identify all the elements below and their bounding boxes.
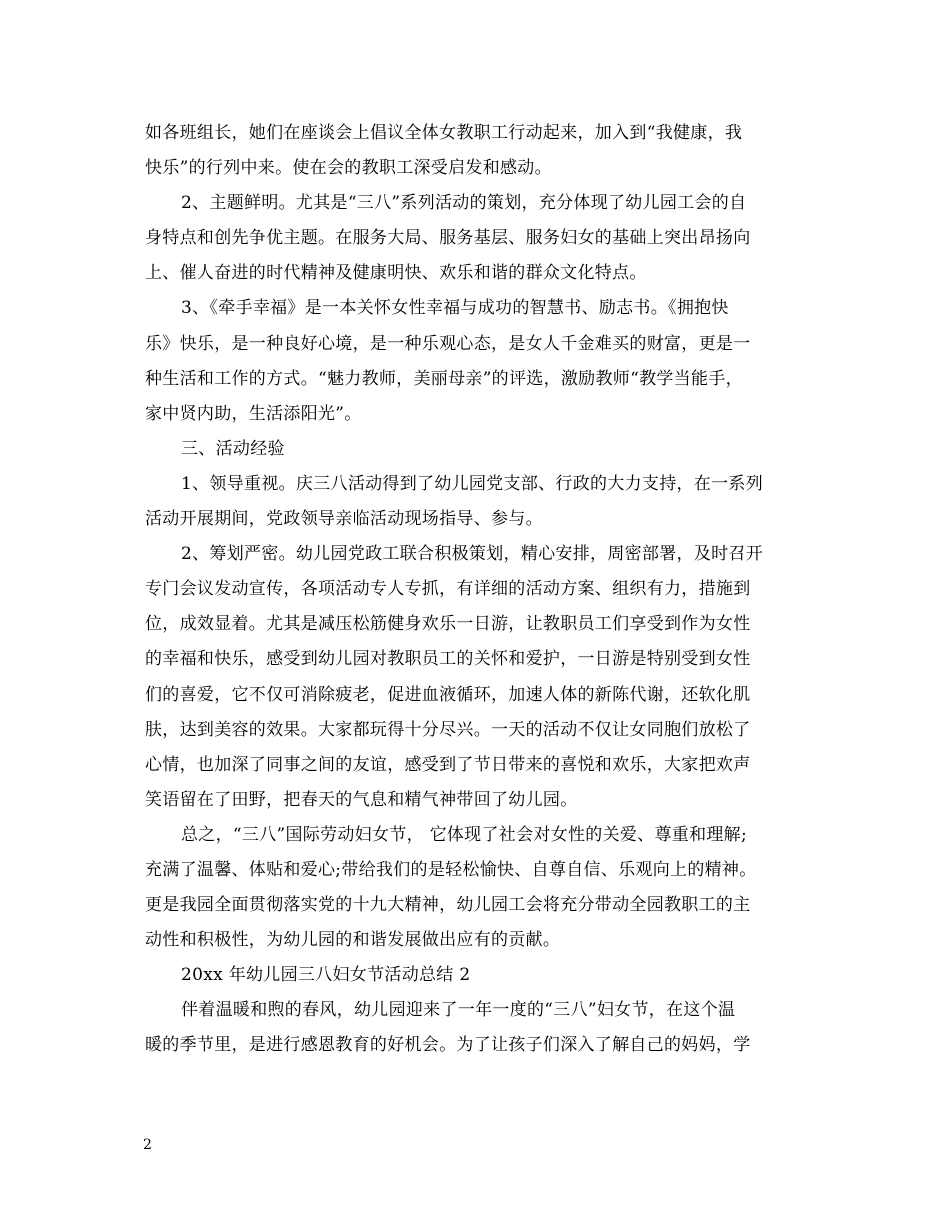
text-line: 身特点和创先争优主题。在服务大局、服务基层、服务妇女的基础上突出昂扬向 <box>145 228 751 249</box>
paragraph-start-line: 3、《牵手幸福》是一本关怀女性幸福与成功的智慧书、励志书。《拥抱快 <box>181 298 729 319</box>
text-line: 动性和积极性，为幼儿园的和谐发展做出应有的贡献。 <box>145 930 561 951</box>
text-line: 位，成效显着。尤其是减压松筋健身欢乐一日游，让教职员工们享受到作为女性 <box>145 614 751 635</box>
text-line: 笑语留在了田野，把春天的气息和精气神带回了幼儿园。 <box>145 789 578 810</box>
paragraph-start-line: 总之，“三八”国际劳动妇女节， 它体现了社会对女性的关爱、尊重和理解; <box>181 824 748 845</box>
text-line: 快乐”的行列中来。使在会的教职工深受启发和感动。 <box>145 158 552 179</box>
text-line: 更是我园全面贯彻落实党的十九大精神，幼儿园工会将充分带动全园教职工的主 <box>145 895 751 916</box>
text-line: 心情，也加深了同事之间的友谊，感受到了节日带来的喜悦和欢乐，大家把欢声 <box>145 754 751 775</box>
section-heading: 三、活动经验 <box>181 438 285 459</box>
text-line: 如各班组长，她们在座谈会上倡议全体女教职工行动起来，加入到“我健康，我 <box>145 123 743 143</box>
body-text <box>145 116 815 1064</box>
paragraph-start-line: 伴着温暖和煦的春风，幼儿园迎来了一年一度的“三八”妇女节，在这个温 <box>181 1000 736 1021</box>
paragraph-start-line: 2、主题鲜明。尤其是“三八”系列活动的策划，充分体现了幼儿园工会的自 <box>181 193 747 214</box>
text-line: 的幸福和快乐，感受到幼儿园对教职员工的关怀和爱护，一日游是特别受到女性 <box>145 649 751 670</box>
text-line: 家中贤内助，生活添阳光”。 <box>145 403 362 424</box>
text-line: 充满了温馨、体贴和爱心;带给我们的是轻松愉快、自尊自信、乐观向上的精神。 <box>145 859 757 880</box>
text-line: 上、催人奋进的时代精神及健康明快、欢乐和谐的群众文化特点。 <box>145 263 647 284</box>
paragraph-start-line: 1、领导重视。庆三八活动得到了幼儿园党支部、行政的大力支持，在一系列 <box>181 473 764 494</box>
page-number: 2 <box>143 1137 152 1153</box>
text-line: 们的喜爱，它不仅可消除疲老，促进血液循环，加速人体的新陈代谢，还软化肌 <box>145 684 751 705</box>
text-line: 种生活和工作的方式。“魅力教师，美丽母亲”的评选，激励教师“教学当能手， <box>145 368 743 389</box>
text-line: 肤，达到美容的效果。大家都玩得十分尽兴。一天的活动不仅让女同胞们放松了 <box>145 719 751 740</box>
text-line: 暖的季节里，是进行感恩教育的好机会。为了让孩子们深入了解自己的妈妈，学 <box>145 1035 751 1056</box>
text-line: 乐》快乐，是一种良好心境，是一种乐观心态，是女人千金难买的财富，更是一 <box>145 333 751 354</box>
text-line: 活动开展期间，党政领导亲临活动现场指导、参与。 <box>145 509 543 530</box>
article-title: 20xx 年幼儿园三八妇女节活动总结 2 <box>181 965 471 986</box>
paragraph-start-line: 2、筹划严密。幼儿园党政工联合积极策划，精心安排，周密部署，及时召开 <box>181 544 764 565</box>
text-line: 专门会议发动宣传，各项活动专人专抓，有详细的活动方案、组织有力，措施到 <box>145 579 751 600</box>
